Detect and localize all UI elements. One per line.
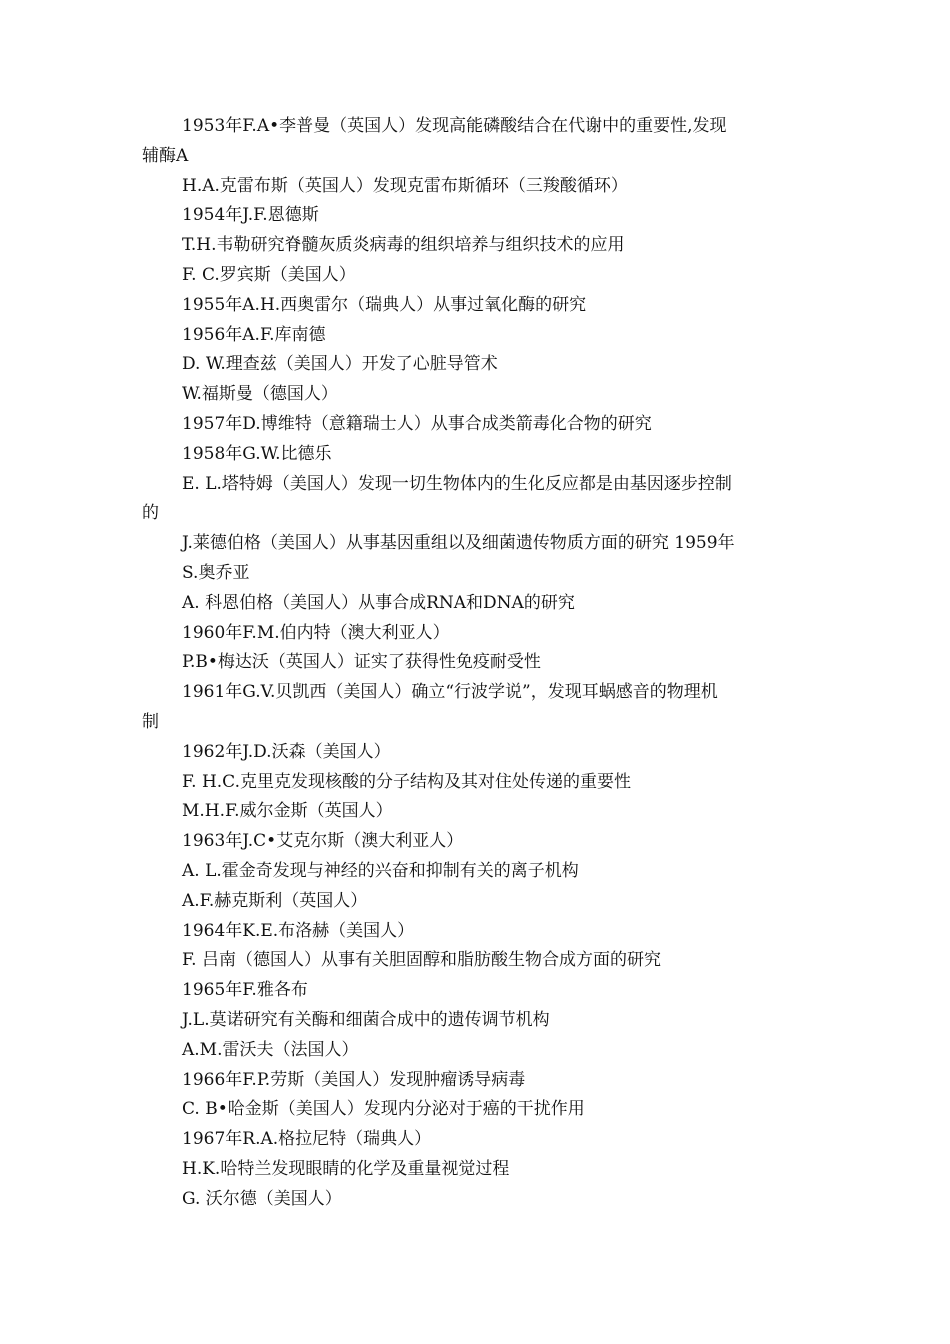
document-body [142, 112, 806, 1214]
text-line-continuation: 的 [142, 503, 159, 524]
text-line: 1953年F.A•李普曼（英国人）发现高能磷酸结合在代谢中的重要性,发现 [182, 116, 727, 136]
text-line-continuation: 辅酶A [142, 145, 189, 166]
text-line: J.莱德伯格（美国人）从事基因重组以及细菌遗传物质方面的研究 1959年 [182, 533, 735, 554]
text-line: 1956年A.F.库南德 [182, 324, 326, 345]
text-line: A. 科恩伯格（美国人）从事合成RNA和DNA的研究 [182, 592, 575, 613]
text-line: 1957年D.博维特（意籍瑞士人）从事合成类箭毒化合物的研究 [182, 413, 652, 434]
text-line: 1961年G.V.贝凯西（美国人）确立“行波学说”，发现耳蜗感音的物理机 [182, 682, 718, 703]
text-line: 1958年G.W.比德乐 [182, 443, 332, 464]
text-line: 1954年J.F.恩德斯 [182, 205, 319, 226]
text-line: E. L.塔特姆（美国人）发现一切生物体内的生化反应都是由基因逐步控制 [182, 473, 732, 494]
text-line: 1967年R.A.格拉尼特（瑞典人） [182, 1129, 432, 1150]
text-line: W.福斯曼（德国人） [182, 384, 338, 405]
text-line: 1964年K.E.布洛赫（美国人） [182, 920, 415, 941]
text-line: F. 吕南（德国人）从事有关胆固醇和脂肪酸生物合成方面的研究 [182, 950, 661, 971]
text-line: 1963年J.C•艾克尔斯（澳大利亚人） [182, 831, 464, 852]
text-line-continuation: 制 [142, 711, 159, 732]
text-line: 1965年F.雅各布 [182, 980, 308, 1001]
text-line: 1962年J.D.沃森（美国人） [182, 741, 391, 762]
text-line: H.A.克雷布斯（英国人）发现克雷布斯循环（三羧酸循环） [182, 175, 628, 196]
text-line: 1966年F.P.劳斯（美国人）发现肿瘤诱导病毒 [182, 1069, 526, 1090]
text-line: G. 沃尔德（美国人） [182, 1188, 342, 1209]
text-line: A.F.赫克斯利（英国人） [182, 890, 368, 911]
text-line: F. C.罗宾斯（美国人） [182, 264, 356, 285]
text-line: J.L.莫诺研究有关酶和细菌合成中的遗传调节机构 [182, 1009, 550, 1030]
text-line: D. W.理查兹（美国人）开发了心脏导管术 [182, 354, 498, 375]
text-line: M.H.F.威尔金斯（英国人） [182, 801, 393, 822]
text-line: S.奥乔亚 [182, 562, 250, 583]
text-line: F. H.C.克里克发现核酸的分子结构及其对住处传递的重要性 [182, 771, 631, 792]
text-line: P.B•梅达沃（英国人）证实了获得性免疫耐受性 [182, 652, 541, 673]
text-line: T.H.韦勒研究脊髓灰质炎病毒的组织培养与组织技术的应用 [182, 235, 625, 256]
text-line: 1955年A.H.西奥雷尔（瑞典人）从事过氧化酶的研究 [182, 294, 587, 315]
text-line: 1960年F.M.伯内特（澳大利亚人） [182, 622, 450, 643]
text-line: A.M.雷沃夫（法国人） [182, 1039, 359, 1060]
text-line: H.K.哈特兰发现眼睛的化学及重量视觉过程 [182, 1158, 510, 1179]
text-line: C. B•哈金斯（美国人）发现内分泌对于癌的干扰作用 [182, 1099, 585, 1120]
text-line: A. L.霍金奇发现与神经的兴奋和抑制有关的离子机构 [182, 860, 579, 881]
